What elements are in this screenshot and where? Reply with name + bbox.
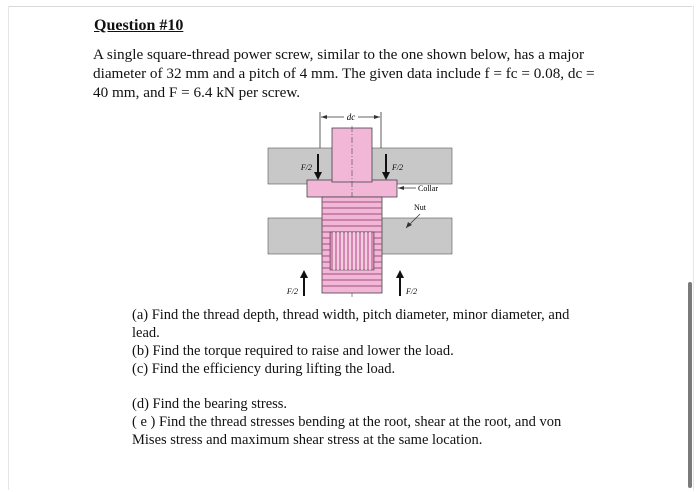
part-a-line-2: lead. [132,325,160,341]
vertical-scrollbar[interactable] [688,282,692,488]
intro-line-2: diameter of 32 mm and a pitch of 4 mm. The given data include f = fc = 0.08, dc = [93,65,595,82]
part-a-line-1: (a) Find the thread depth, thread width, pitch diameter, minor diameter, and [132,307,570,323]
part-c: (c) Find the efficiency during lifting the load. [132,361,396,377]
part-e-line-2: Mises stress and maximum shear stress at the same location. [132,432,483,448]
collar-label: Collar [418,184,438,193]
part-b: (b) Find the torque required to raise and lower the load. [132,343,454,359]
part-e-line-1: ( e ) Find the thread stresses bending at the root, shear at the root, and von [132,414,562,430]
power-screw-diagram [260,108,460,303]
collar-callout [398,184,438,193]
intro-line-3: 40 mm, and F = 6.4 kN per screw. [93,84,301,101]
reaction-label-right: F/2 [406,287,418,296]
part-d: (d) Find the bearing stress. [132,396,288,412]
question-parts [132,306,622,449]
reaction-arrow-left [286,270,308,296]
screw-threads [322,197,382,293]
nut-label: Nut [414,203,426,212]
reaction-label-left: F/2 [286,287,298,296]
load-label-right: F/2 [392,163,404,172]
problem-statement [93,45,613,102]
reaction-arrow-right [396,270,417,296]
load-label-left: F/2 [300,163,312,172]
intro-line-1: A single square-thread power screw, similar to the one shown below, has a major [93,46,585,63]
question-title: Question #10 [94,17,184,34]
dc-label: dc [346,112,356,122]
spacer [132,378,622,395]
